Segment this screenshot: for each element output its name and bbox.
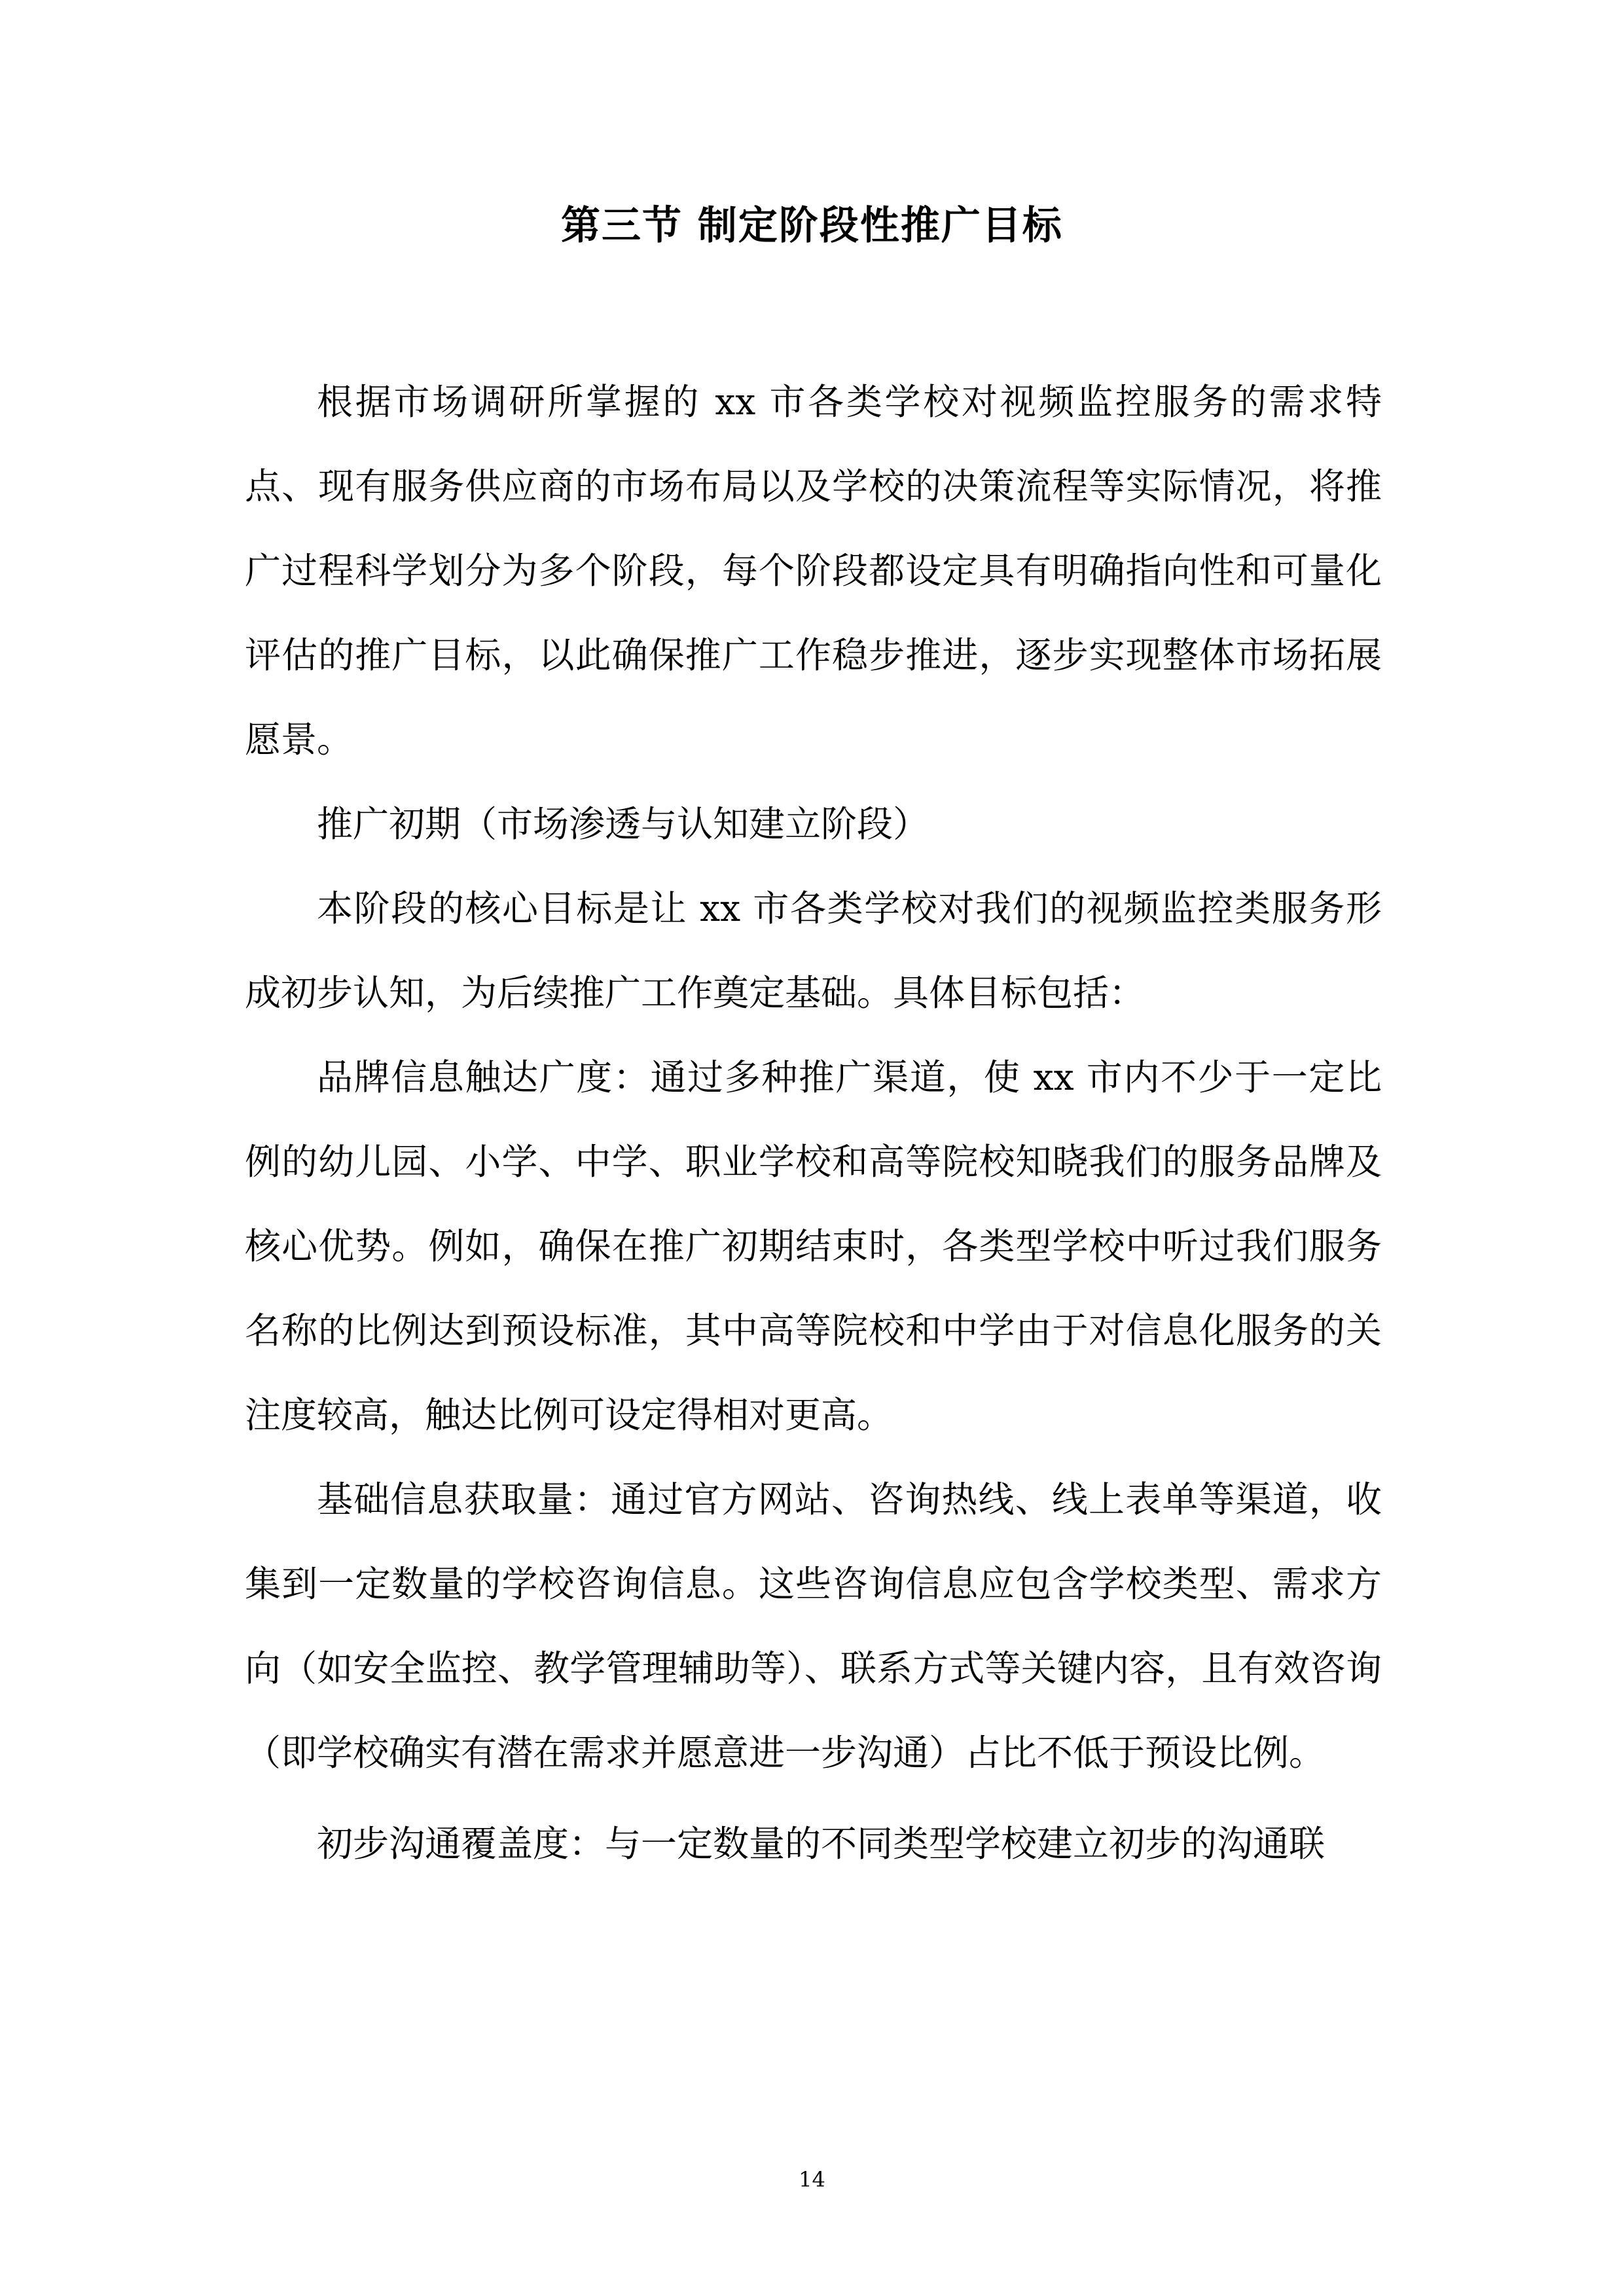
paragraph-brand-reach: 品牌信息触达广度：通过多种推广渠道，使 xx 市内不少于一定比例的幼儿园、小学、中学、职业学校和高等院校知晓我们的服务品牌及核心优势。例如，确保在推广初期结束时，各类型学校中听过我们服务名称的比例达到预设标准，其中高等院校和中学由于对信息化服务的关注度较高，触达比例可设定得相对更高。 [245, 1056, 1382, 1436]
document-body [245, 360, 1382, 1886]
paragraph-core-goal: 本阶段的核心目标是让 xx 市各类学校对我们的视频监控类服务形成初步认知，为后续推广工作奠定基础。具体目标包括： [245, 888, 1382, 1014]
paragraph-info-volume: 基础信息获取量：通过官方网站、咨询热线、线上表单等渠道，收集到一定数量的学校咨询信息。这些咨询信息应包含学校类型、需求方向（如安全监控、教学管理辅助等）、联系方式等关键内容，且有效咨询（即学校确实有潜在需求并愿意进一步沟通）占比不低于预设比例。 [245, 1479, 1382, 1774]
paragraph-intro: 根据市场调研所掌握的 xx 市各类学校对视频监控服务的需求特点、现有服务供应商的市场布局以及学校的决策流程等实际情况，将推广过程科学划分为多个阶段，每个阶段都设定具有明确指向性和可量化评估的推广目标，以此确保推广工作稳步推进，逐步实现整体市场拓展愿景。 [245, 381, 1382, 761]
paragraph-communication-coverage: 初步沟通覆盖度：与一定数量的不同类型学校建立初步的沟通联 [317, 1823, 1326, 1865]
page-number: 14 [799, 2167, 825, 2192]
paragraph-stage-heading: 推广初期（市场渗透与认知建立阶段） [317, 803, 929, 845]
section-title: 第三节 制定阶段性推广目标 [561, 203, 1063, 249]
